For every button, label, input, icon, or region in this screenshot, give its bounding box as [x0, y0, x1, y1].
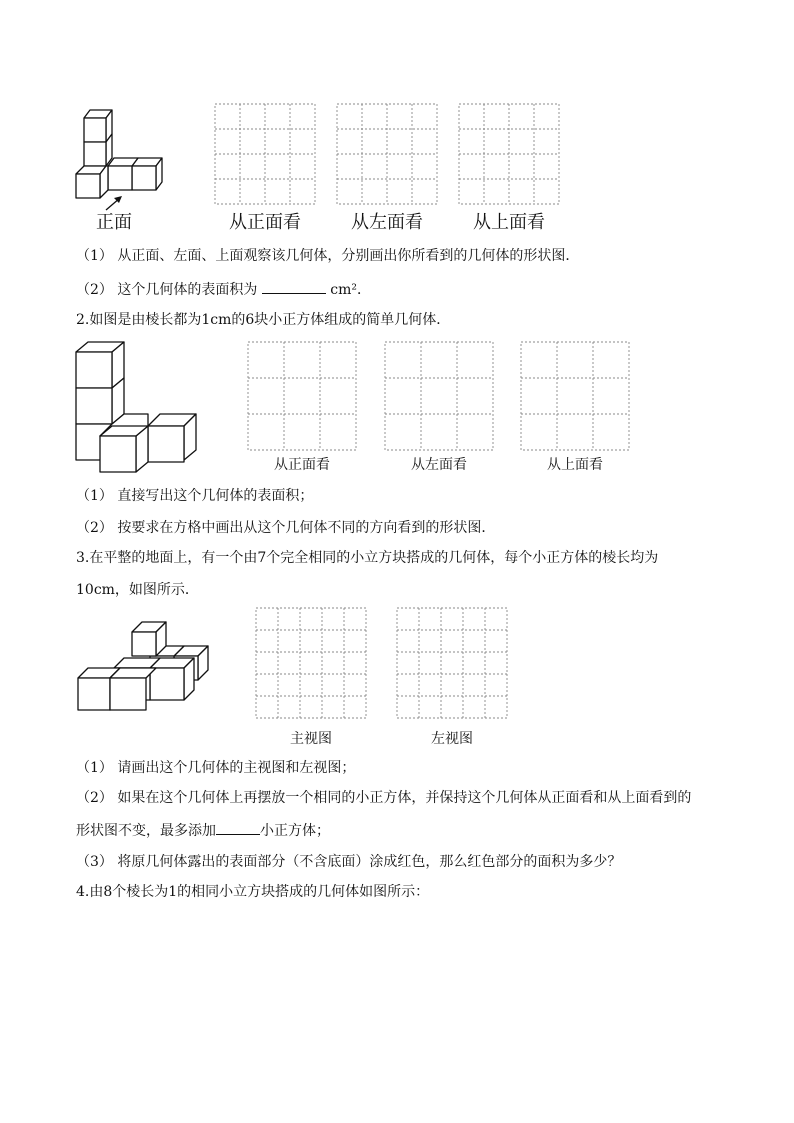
- grid-left-view[interactable]: [385, 342, 493, 450]
- problem3-cube-figure: [74, 612, 214, 712]
- grid-left-view[interactable]: [397, 608, 507, 718]
- grid-top-view[interactable]: [521, 342, 629, 450]
- grid-caption: 从左面看: [411, 457, 467, 473]
- answer-blank[interactable]: [216, 820, 260, 835]
- unit-text: cm²．: [330, 282, 371, 298]
- grid-top-view[interactable]: [459, 104, 559, 204]
- grid-caption: 左视图: [431, 731, 473, 747]
- question-2-2: （2） 按要求在方格中画出从这个几何体不同的方向看到的形状图．: [76, 520, 496, 536]
- cube: [132, 622, 166, 656]
- problem-4-stem: 4.由8个棱长为1的相同小立方块搭成的几何体如图所示：: [76, 884, 430, 900]
- question-3-2-cont: [76, 820, 330, 841]
- question-text: 形状图不变，最多添加: [76, 823, 216, 839]
- question-1-2: [76, 279, 371, 300]
- question-3-1: （1） 请画出这个几何体的主视图和左视图；: [76, 760, 356, 776]
- question-text: （2） 这个几何体的表面积为: [76, 282, 258, 298]
- cube: [76, 342, 124, 388]
- question-text: 小正方体；: [260, 823, 330, 839]
- question-3-2: （2） 如果在这个几何体上再摆放一个相同的小正方体，并保持这个几何体从正面看和从上面看到的: [76, 790, 692, 806]
- cube: [76, 166, 108, 198]
- cube: [84, 110, 112, 142]
- grid-caption: 从上面看: [473, 212, 545, 233]
- cube: [148, 414, 196, 462]
- question-2-1: （1） 直接写出这个几何体的表面积；: [76, 488, 314, 504]
- problem-2-stem: 2.如图是由棱长都为1cm的6块小正方体组成的简单几何体．: [76, 312, 451, 328]
- grid-front-view[interactable]: [248, 342, 356, 450]
- grid-caption: 从正面看: [274, 457, 330, 473]
- grid-main-view[interactable]: [256, 608, 366, 718]
- grid-caption: 从正面看: [229, 212, 301, 233]
- problem1-cube-figure: [72, 104, 172, 214]
- cube: [150, 658, 194, 700]
- question-1-1: （1） 从正面、左面、上面观察该几何体，分别画出你所看到的几何体的形状图．: [76, 248, 580, 264]
- problem-3-stem: 3.在平整的地面上，有一个由7个完全相同的小立方块搭成的几何体，每个小正方体的棱长均为: [76, 550, 659, 566]
- problem2-cube-figure: [72, 340, 202, 470]
- front-label: 正面: [96, 212, 132, 233]
- grid-front-view[interactable]: [215, 104, 315, 204]
- answer-blank[interactable]: [262, 279, 326, 294]
- cube: [132, 158, 162, 190]
- grid-left-view[interactable]: [337, 104, 437, 204]
- grid-caption: 从左面看: [351, 212, 423, 233]
- problem-3-stem-cont: 10cm，如图所示．: [76, 582, 199, 598]
- grid-caption: 从上面看: [547, 457, 603, 473]
- grid-caption: 主视图: [290, 731, 332, 747]
- question-3-3: （3） 将原几何体露出的表面部分（不含底面）涂成红色，那么红色部分的面积为多少？: [76, 854, 622, 870]
